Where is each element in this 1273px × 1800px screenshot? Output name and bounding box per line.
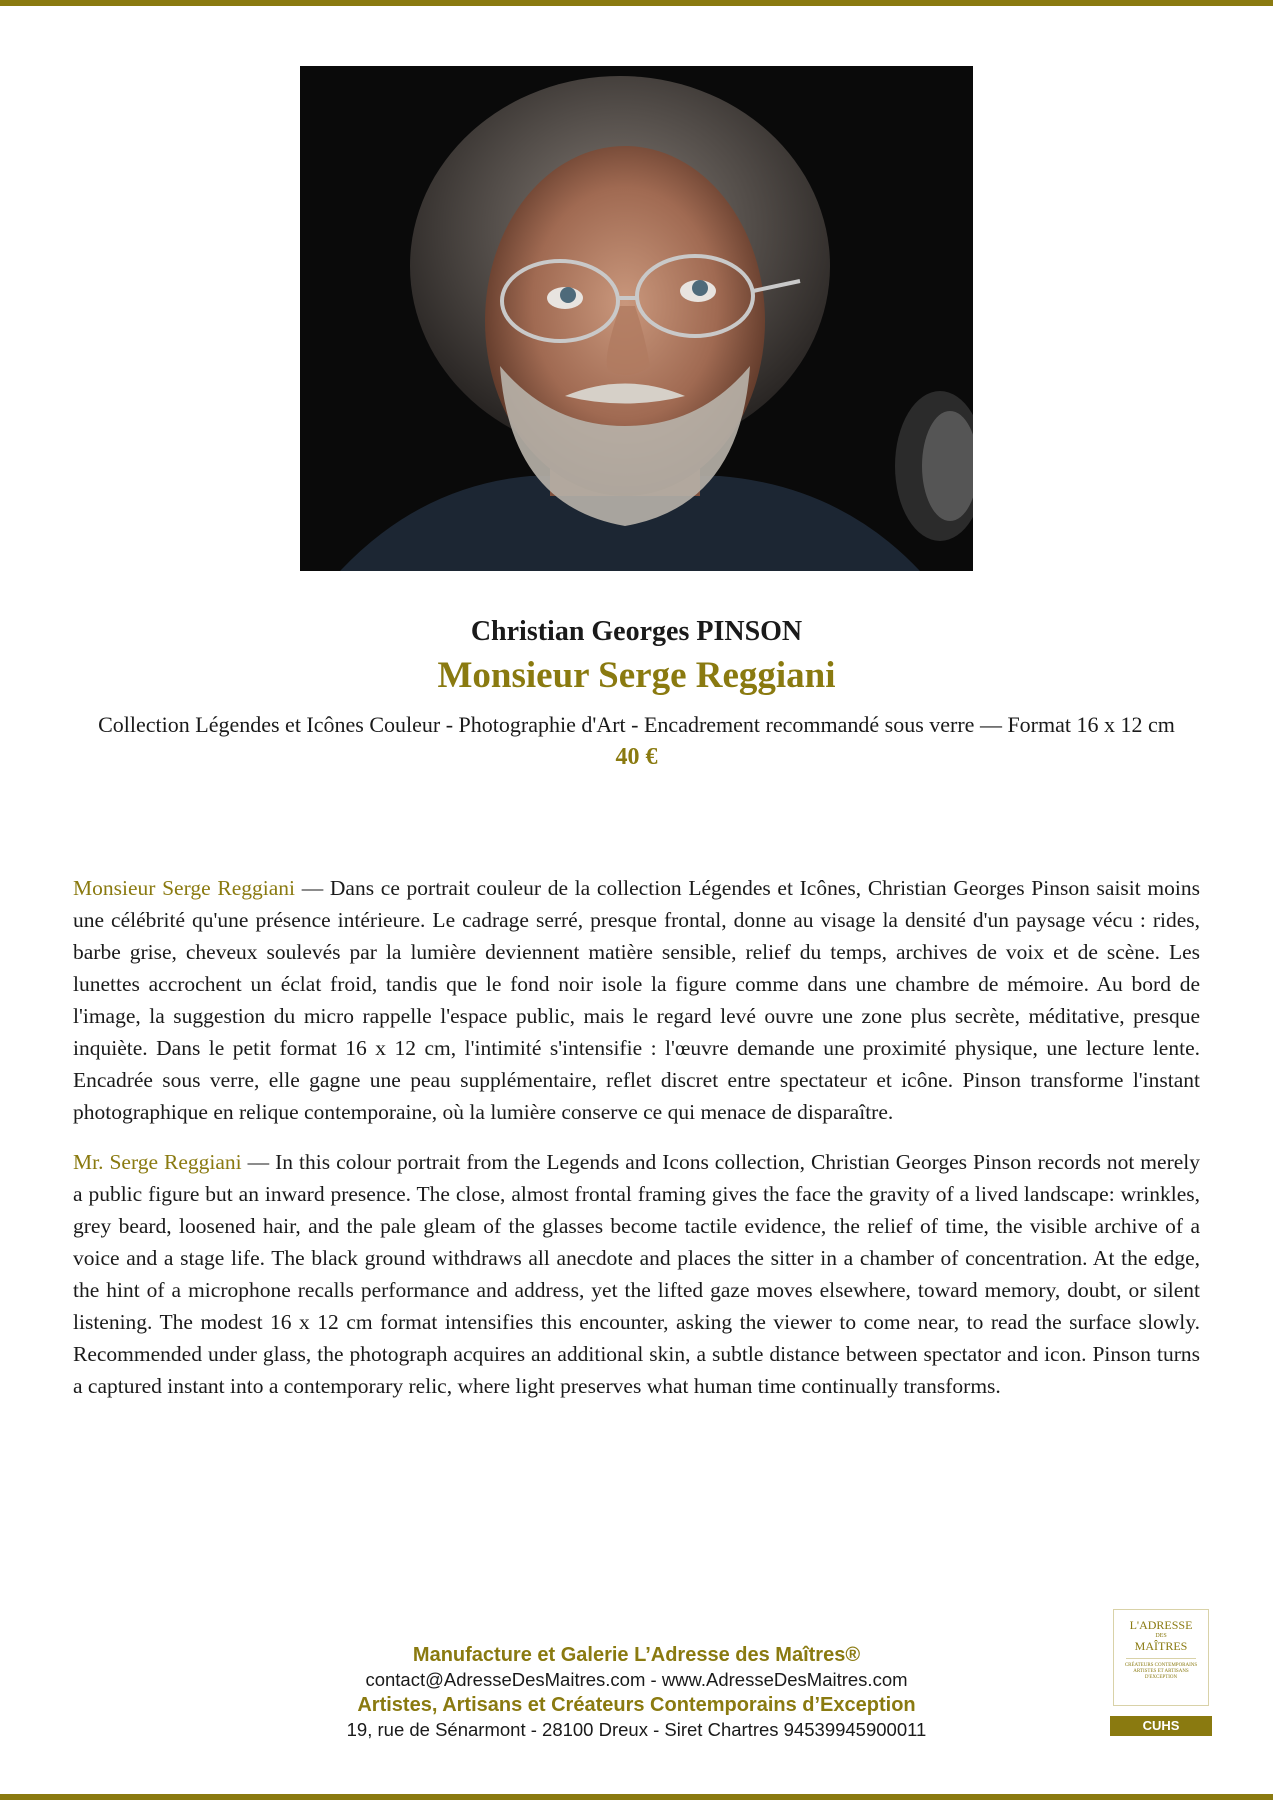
gallery-logo <box>1113 1609 1209 1706</box>
logo-line-2: DES <box>1155 1633 1167 1639</box>
footer <box>280 1642 993 1742</box>
description-english <box>73 1146 1200 1402</box>
description-english-lead: Mr. Serge Reggiani <box>73 1150 242 1174</box>
artwork-header <box>72 612 1201 773</box>
artist-name: Christian Georges PINSON <box>470 616 803 647</box>
gallery-tagline: Artistes, Artisans et Créateurs Contemporains d’Exception <box>357 1694 916 1716</box>
logo-line-3: MAÎTRES <box>1134 1639 1188 1653</box>
logo-line-4: CRÉATEURS CONTEMPORAINS ARTISTES ET ARTISANS D'EXCEPTION <box>1124 1663 1198 1680</box>
artwork-price: 40 € <box>615 744 658 770</box>
logo-divider <box>1126 1658 1196 1659</box>
description-english-text: — In this colour portrait from the Legends and Icons collection, Christian Georges Pinson records not merely a public figure but an inward presence. The close, almost frontal framing gives the face the gravity of a lived landscape: wrinkles, grey beard, loosened hair, and the pale gleam of the glasses become tactile evidence, the relief of time, the visible archive of a voice and a stage life. The black ground withdraws all anecdote and places the sitter in a chamber of concentration. At the edge, the hint of a microphone recalls performance and address, yet the lifted gaze moves elsewhere, toward memory, doubt, or silent listening. The modest 16 x 12 cm format intensifies this encounter, asking the viewer to come near, to read the surface slowly. Recommended under glass, the photograph acquires an additional skin, a subtle distance between spectator and icon. Pinson turns a captured instant into a contemporary relic, where light preserves what human time continually transforms. <box>73 1150 1200 1398</box>
logo-line-1: L'ADRESSE <box>1129 1618 1193 1632</box>
description-french <box>73 872 1200 1128</box>
description-french-text: — Dans ce portrait couleur de la collection Légendes et Icônes, Christian Georges Pinson saisit moins une célébrité qu'une présence intérieure. Le cadrage serré, presque frontal, donne au visage la densité d'un paysage vécu : rides, barbe grise, cheveux soulevés par la lumière deviennent matière sensible, relief du temps, archives de voix et de scène. Les lunettes accrochent un éclat froid, tandis que le fond noir isole la figure comme dans une chambre de mémoire. Au bord de l'image, la suggestion du micro rappelle l'espace public, mais le regard levé ouvre une zone plus secrète, méditative, presque inquiète. Dans le petit format 16 x 12 cm, l'intimité s'intensifie : l'œuvre demande une proximité physique, une lecture lente. Encadrée sous verre, elle gagne une peau supplémentaire, reflet discret entre spectateur et icône. Pinson transforme l'instant photographique en relique contemporaine, où la lumière conserve ce qui menace de disparaître. <box>73 876 1200 1124</box>
artwork-subtitle: Collection Légendes et Icônes Couleur - Photographie d'Art - Encadrement recommandé sous verre — Format 16 x 12 cm <box>98 712 1175 737</box>
description-french-lead: Monsieur Serge Reggiani <box>73 876 295 900</box>
contact-line: contact@AdresseDesMaitres.com - www.AdresseDesMaitres.com <box>365 1669 908 1690</box>
bottom-border <box>0 1794 1273 1800</box>
portrait-photo <box>300 66 973 571</box>
cuhs-badge: CUHS <box>1110 1716 1212 1736</box>
description <box>73 872 1200 1420</box>
top-border <box>0 0 1273 6</box>
address-line: 19, rue de Sénarmont - 28100 Dreux - Siret Chartres 94539945900011 <box>346 1719 927 1740</box>
artwork-title: Monsieur Serge Reggiani <box>437 655 836 696</box>
gallery-name: Manufacture et Galerie L’Adresse des Maîtres® <box>412 1644 861 1666</box>
